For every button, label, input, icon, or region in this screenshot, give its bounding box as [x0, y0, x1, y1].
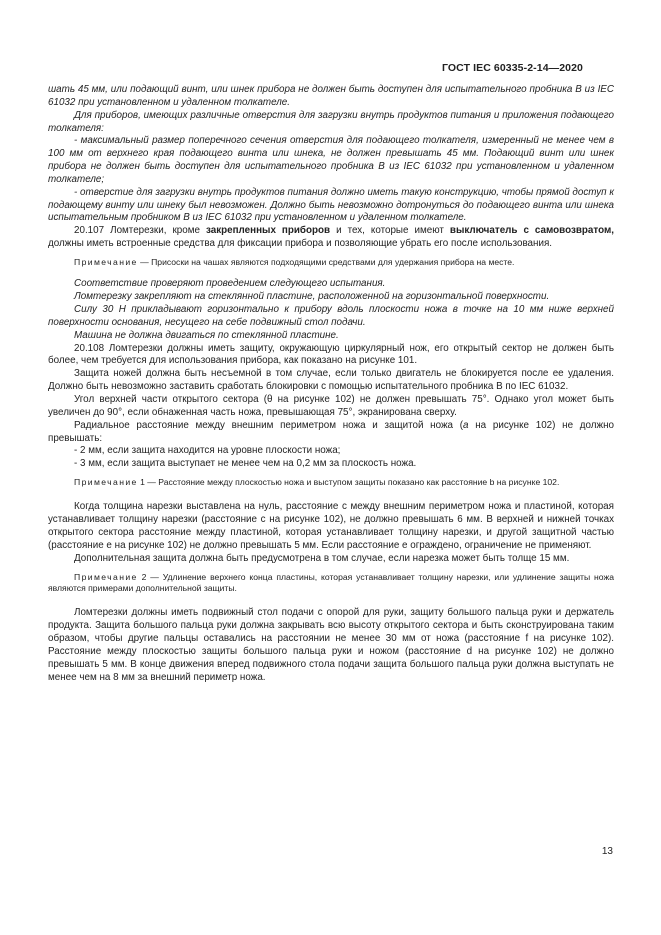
text-run: выключатель с самовозвратом, [449, 225, 614, 237]
note [48, 572, 614, 595]
paragraph: Угол верхней части открытого сектора (θ на рисунке 102) не должен превышать 75°. Однако угол может быть увеличен до 90°, если обнаженная часть ножа, превышающая 75°, экранирована сверху. [48, 393, 614, 418]
note-label: Примечание [74, 256, 138, 267]
paragraph: 20.108 Ломтерезки должны иметь защиту, окружающую циркулярный нож, его открытый сектор не должен быть более, чем требуется для использования прибора, как показано на рисунке 101. [48, 342, 614, 367]
page-number: 13 [601, 846, 613, 857]
paragraph: Защита ножей должна быть несъемной в том случае, если только двигатель не блокируется после ее удаления. Должно быть невозможно заставить сработать блокировки с помощью испытательного пробника B по IEC 61032. [48, 368, 614, 393]
text-run: Радиальное расстояние между внешним периметром ножа и защитой ножа ( [74, 419, 464, 431]
paragraph: Когда толщина нарезки выставлена на нуль, расстояние c между внешним периметром ножа и пластиной, которая устанавливает толщину нарезки (расстояние c на рисунке 102), не должно превышать 6 мм. В верхней и нижней точках открытого сектора расстояние между пластиной, которая устанавливает толщину нарезки, и другой защитной частью (расстояние e на рисунке 102) не должно превышать 5 мм. Если расстояние e ограждено, ограничение не применяют. [48, 501, 614, 551]
paragraph: Для приборов, имеющих различные отверстия для загрузки внутрь продуктов питания и приложения подающего толкателя: [48, 109, 614, 134]
paragraph: - 3 мм, если защита выступает не менее чем на 0,2 мм за плоскость ножа. [74, 458, 417, 470]
paragraph [48, 420, 614, 446]
document-body [48, 84, 614, 685]
paragraph [48, 225, 614, 251]
paragraph: - 2 мм, если защита находится на уровне плоскости ножа; [74, 445, 341, 457]
paragraph: Силу 30 Н прикладывают горизонтально к прибору вдоль плоскости ножа в точке на 10 мм ниже верхней поверхности основания, несущего на себе подвижный стол подачи. [48, 304, 614, 328]
paragraph: - максимальный размер поперечного сечения отверстия для подающего толкателя, измеренный не менее чем в 100 мм от верхнего края подающего винта или шнека, не должен превышать 45 мм. Подающий винт или шнек прибора не должен быть доступен для испытательного пробника B из IEC 61032 при установленном и удаленном толкателе; [48, 135, 614, 185]
note-text: 2 — Удлинение верхнего конца пластины, которая устанавливает толщину нарезки, или удлинение защиты ножа являются примерами дополнительной защиты. [48, 571, 614, 594]
text-run: закрепленных приборов [205, 225, 331, 237]
paragraph: Ломтерезки должны иметь подвижный стол подачи с опорой для руки, защиту большого пальца руки и держатель продукта. Защита большого пальца руки должна закрывать всю высоту открытого сектора и быть сконструирована таким образом, чтобы другие пальцы оставались на расстоянии не менее 30 мм от ножа (расстояние f на рисунке 102). Расстояние между плоскостью защиты большого пальца руки и ножом (расстояние d на рисунке 102) не должно превышать 5 мм. В конце движения вперед подвижного стола подачи защита большого пальца руки должна выступать не менее чем на 8 мм за внешний периметр ножа. [48, 607, 614, 683]
note-label: Примечание [74, 477, 138, 488]
text-run: и тех, которые имеют [330, 225, 450, 237]
note-text: — Присоски на чашах являются подходящими средствами для удержания прибора на месте. [137, 256, 515, 267]
note [48, 257, 614, 268]
document-header: ГОСТ IEC 60335-2-14—2020 [441, 62, 583, 74]
paragraph: Соответствие проверяют проведением следующего испытания. [74, 278, 386, 290]
text-run: a [463, 419, 469, 431]
paragraph: шать 45 мм, или подающий винт, или шнек прибора не должен быть доступен для испытательного пробника B из IEC 61032 при установленном и удаленном толкателе. [48, 84, 614, 108]
text-run: на рисунке 102) не должно превышать: [48, 419, 614, 444]
paragraph: Дополнительная защита должна быть предусмотрена в том случае, если нарезка может быть толще 15 мм. [74, 552, 570, 564]
note [48, 477, 614, 488]
paragraph: Машина не должна двигаться по стеклянной пластине. [74, 329, 339, 341]
paragraph: Ломтерезку закрепляют на стеклянной пластине, расположенной на горизонтальной поверхности. [74, 291, 550, 303]
text-run: должны иметь встроенные средства для фиксации прибора и позволяющие убрать его после использования. [48, 238, 553, 250]
note-label: Примечание [74, 571, 138, 582]
note-text: 1 — Расстояние между плоскостью ножа и выступом защиты показано как расстояние b на рисунке 102. [137, 477, 560, 488]
paragraph: - отверстие для загрузки внутрь продуктов питания должно иметь такую конструкцию, чтобы прямой доступ к подающему винту или шнеку был невозможен. Должно быть невозможно дотронуться до подающего винта или шнека испытательным пробником B из IEC 61032 при установленном и удаленном толкателе. [48, 186, 614, 224]
text-run: 20.107 Ломтерезки, кроме [74, 225, 206, 237]
